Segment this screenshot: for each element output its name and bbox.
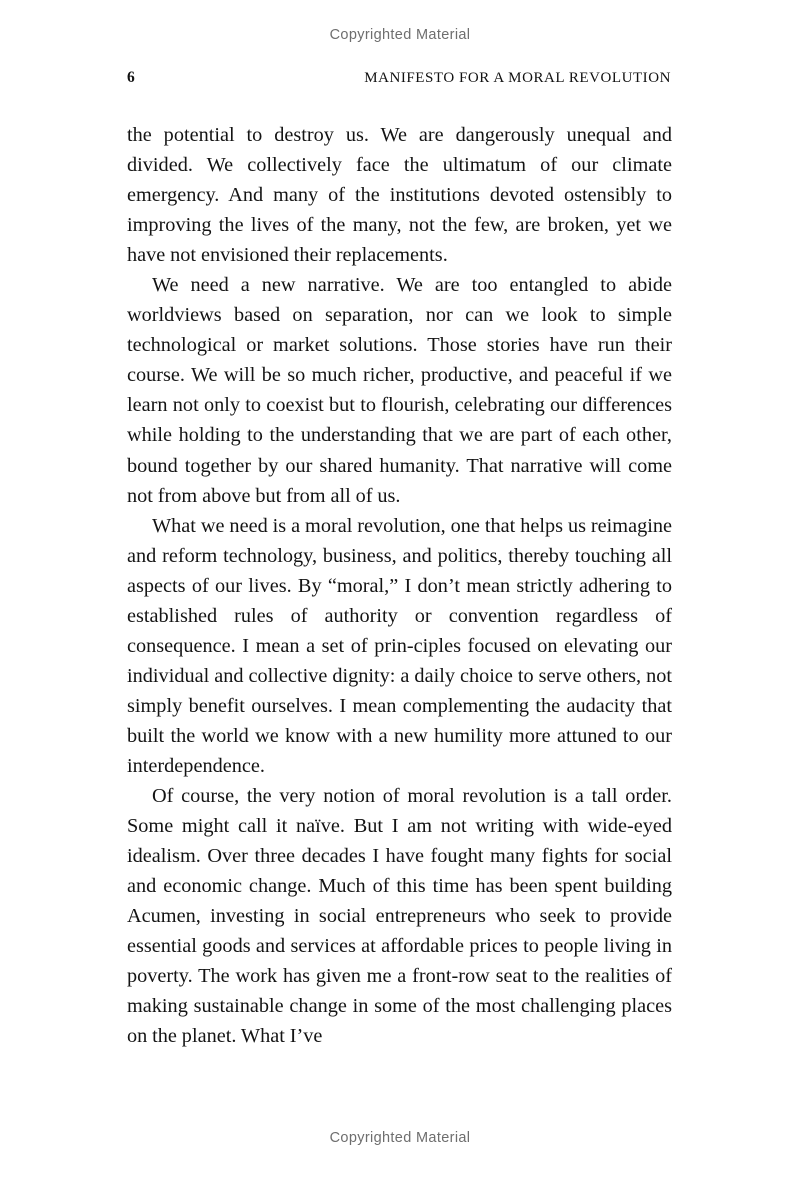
paragraph: the potential to destroy us. We are dangerously unequal and divided. We collectively face the ultimatum of our climate emergency. And many of the institutions devoted ostensibly to improving the lives of the many, not the few, are broken, yet we have not envisioned their replacements. — [127, 124, 672, 267]
paragraph: What we need is a moral revolution, one that helps us reimagine and reform technology, business, and politics, thereby touching all aspects of our lives. By “moral,” I don’t mean strictly adhering to established rules of authority or convention regardless of consequence. I mean a set of prin-ciples focused on elevating our individual and collective dignity: a daily choice to serve others, not simply benefit ourselves. I mean complementing the audacity that built the world we know with a new humility more attuned to our interdependence. — [127, 514, 672, 777]
book-title-running-head: MANIFESTO FOR A MORAL REVOLUTION — [364, 70, 671, 86]
copyright-watermark-top: Copyrighted Material — [329, 27, 471, 43]
body-text-block — [127, 120, 672, 1051]
running-head — [127, 70, 671, 92]
paragraph: We need a new narrative. We are too entangled to abide worldviews based on separation, nor can we look to simple technological or market solutions. Those stories have run their course. We will be so much richer, productive, and peaceful if we learn not only to coexist but to flourish, celebrating our differences while holding to the understanding that we are part of each other, bound together by our shared humanity. That narrative will come not from above but from all of us. — [127, 274, 672, 507]
page-number: 6 — [127, 69, 135, 86]
paragraph: Of course, the very notion of moral revolution is a tall order. Some might call it naïve. But I am not writing with wide-eyed idealism. Over three decades I have fought many fights for social and economic change. Much of this time has been spent building Acumen, investing in social entrepreneurs who seek to provide essential goods and services at affordable prices to people living in poverty. The work has given me a front-row seat to the realities of making sustainable change in some of the most challenging places on the planet. What I’ve — [127, 785, 672, 1048]
copyright-watermark-bottom: Copyrighted Material — [329, 1130, 471, 1146]
